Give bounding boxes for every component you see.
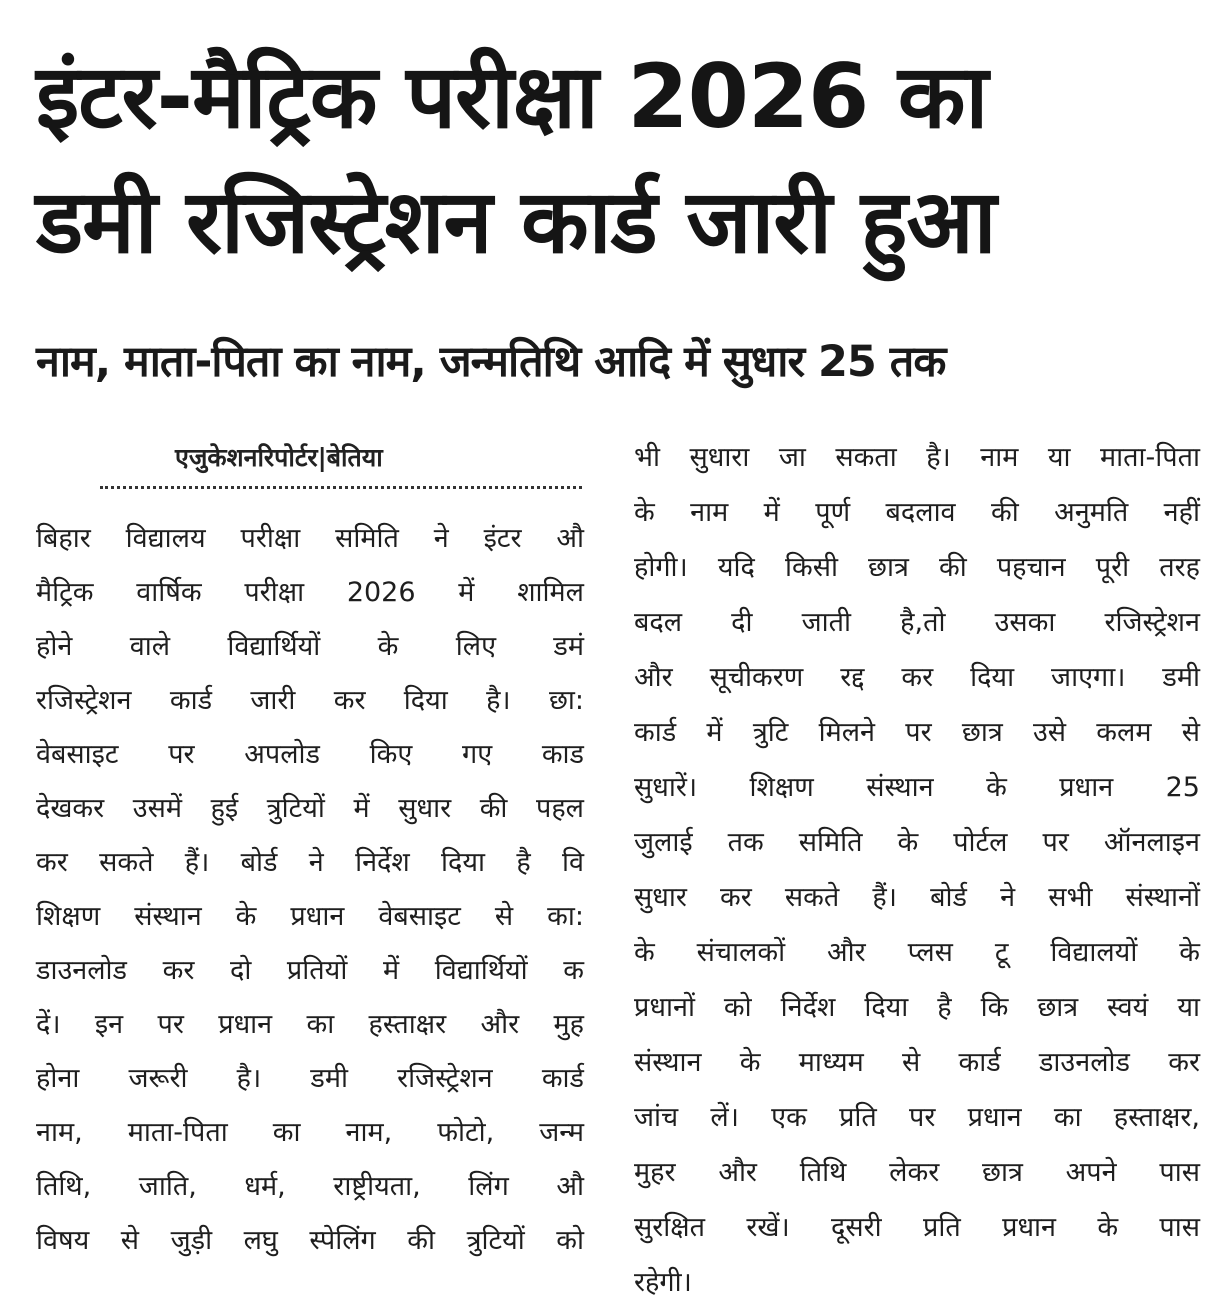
body-line: कार्ड में त्रुटि मिलने पर छात्र उसे कलम से — [634, 717, 1200, 748]
article-column-left — [36, 512, 584, 1256]
body-line: बदल दी जाती है,तो उसका रजिस्ट्रेशन — [634, 607, 1200, 638]
body-line: रजिस्ट्रेशन कार्ड जारी कर दिया है। छा: — [36, 685, 584, 716]
body-line: डाउनलोड कर दो प्रतियों में विद्यार्थियों क — [36, 955, 584, 986]
body-line: भी सुधारा जा सकता है। नाम या माता-पिता — [634, 442, 1200, 473]
body-line: बिहार विद्यालय परीक्षा समिति ने इंटर औ — [36, 523, 584, 554]
body-line: जुलाई तक समिति के पोर्टल पर ऑनलाइन — [634, 827, 1200, 858]
article-column-right — [634, 430, 1200, 1298]
body-line: मुहर और तिथि लेकर छात्र अपने पास — [634, 1157, 1200, 1188]
body-line: मैट्रिक वार्षिक परीक्षा 2026 में शामिल — [36, 577, 584, 608]
body-line: सुधारें। शिक्षण संस्थान के प्रधान 25 — [634, 772, 1200, 803]
body-line: होने वाले विद्यार्थियों के लिए डमं — [36, 631, 584, 662]
body-line: सुरक्षित रखें। दूसरी प्रति प्रधान के पास — [634, 1212, 1200, 1243]
body-line: सुधार कर सकते हैं। बोर्ड ने सभी संस्थानों — [634, 882, 1200, 913]
headline-line-2: डमी रजिस्ट्रेशन कार्ड जारी हुआ — [36, 170, 996, 273]
body-line: तिथि, जाति, धर्म, राष्ट्रीयता, लिंग औ — [36, 1171, 584, 1202]
headline-line-1: इंटर-मैट्रिक परीक्षा 2026 का — [36, 45, 988, 148]
body-line: देखकर उसमें हुई त्रुटियों में सुधार की पहल — [36, 793, 584, 824]
byline: एजुकेशनरिपोर्टर|बेतिया — [175, 443, 383, 472]
byline-divider — [100, 486, 582, 489]
body-line: के संचालकों और प्लस टू विद्यालयों के — [634, 937, 1200, 968]
body-line: कर सकते हैं। बोर्ड ने निर्देश दिया है वि — [36, 847, 584, 878]
subheadline: नाम, माता-पिता का नाम, जन्मतिथि आदि में सुधार 25 तक — [36, 337, 946, 387]
body-line: शिक्षण संस्थान के प्रधान वेबसाइट से का: — [36, 901, 584, 932]
body-line: होगी। यदि किसी छात्र की पहचान पूरी तरह — [634, 552, 1200, 583]
body-line: रहेगी। — [634, 1267, 692, 1298]
body-line: संस्थान के माध्यम से कार्ड डाउनलोड कर — [634, 1047, 1200, 1078]
body-line: और सूचीकरण रद्द कर दिया जाएगा। डमी — [634, 662, 1200, 693]
body-line: जांच लें। एक प्रति पर प्रधान का हस्ताक्षर, — [634, 1102, 1200, 1133]
body-line: के नाम में पूर्ण बदलाव की अनुमति नहीं — [634, 497, 1200, 528]
body-line: प्रधानों को निर्देश दिया है कि छात्र स्वयं या — [634, 992, 1200, 1023]
body-line: होना जरूरी है। डमी रजिस्ट्रेशन कार्ड — [36, 1063, 584, 1094]
body-line: नाम, माता-पिता का नाम, फोटो, जन्म — [36, 1117, 584, 1148]
body-line: वेबसाइट पर अपलोड किए गए काड — [36, 739, 584, 770]
body-line: विषय से जुड़ी लघु स्पेलिंग की त्रुटियों को — [36, 1225, 584, 1256]
body-line: दें। इन पर प्रधान का हस्ताक्षर और मुह — [36, 1009, 584, 1040]
